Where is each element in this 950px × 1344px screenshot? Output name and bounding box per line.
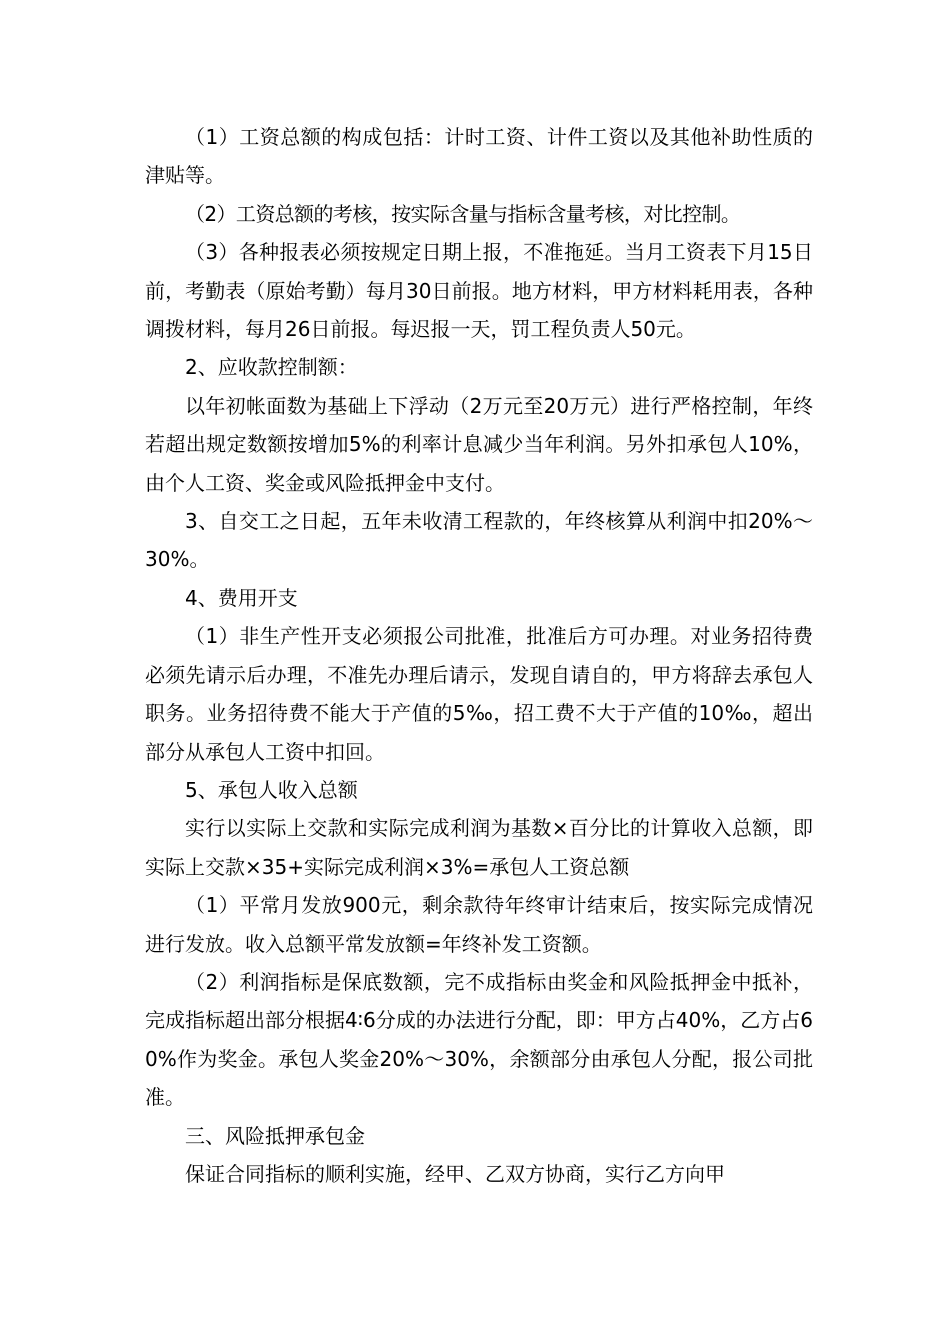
paragraph-report-deadlines: （3）各种报表必须按规定日期上报，不准拖延。当月工资表下月15日前，考勤表（原始考勤）每月30日前报。地方材料，甲方材料耗用表，各种调拨材料，每月26日前报。每迟报一天，罚工程负责人50元。 <box>145 240 813 342</box>
paragraph-wage-assessment: （2）工资总额的考核，按实际含量与指标含量考核，对比控制。 <box>185 201 741 226</box>
paragraph-risk-deposit: 保证合同指标的顺利实施，经甲、乙双方协商，实行乙方向甲 <box>185 1161 725 1186</box>
heading-risk-deposit: 三、风险抵押承包金 <box>185 1123 365 1148</box>
paragraph-income-formula: 实行以实际上交款和实际完成利润为基数×百分比的计算收入总额，即实际上交款×35+实际完成利润×3%=承包人工资总额 <box>145 816 813 879</box>
paragraph-receivables-control: 以年初帐面数为基础上下浮动（2万元至20万元）进行严格控制，年终若超出规定数额按增加5%的利率计息减少当年利润。另外扣承包人10%，由个人工资、奖金或风险抵押金中支付。 <box>145 393 813 495</box>
heading-expenses: 4、费用开支 <box>185 585 298 610</box>
paragraph-profit-targets: （2）利润指标是保底数额，完不成指标由奖金和风险抵押金中抵补，完成指标超出部分根据4∶6分成的办法进行分配，即：甲方占40%，乙方占60%作为奖金。承包人奖金20%～30%，余额部分由承包人分配，报公司批准。 <box>145 969 813 1110</box>
paragraph-non-production-expenses: （1）非生产性开支必须报公司批准，批准后方可办理。对业务招待费必须先请示后办理，不准先办理后请示，发现自请自的，甲方将辞去承包人职务。业务招待费不能大于产值的5‰，招工费不大于产值的10‰，超出部分从承包人工资中扣回。 <box>145 624 813 764</box>
paragraph-wage-composition: （1）工资总额的构成包括：计时工资、计件工资以及其他补助性质的津贴等。 <box>145 125 813 188</box>
document-body <box>145 118 813 1193</box>
paragraph-unsettled-payments: 3、自交工之日起，五年未收清工程款的，年终核算从利润中扣20%～30%。 <box>145 509 813 572</box>
heading-receivables-control: 2、应收款控制额： <box>185 355 358 380</box>
paragraph-monthly-payment: （1）平常月发放900元，剩余款待年终审计结束后，按实际完成情况进行发放。收入总额平常发放额=年终补发工资额。 <box>145 893 813 956</box>
heading-contractor-income: 5、承包人收入总额 <box>185 777 358 802</box>
